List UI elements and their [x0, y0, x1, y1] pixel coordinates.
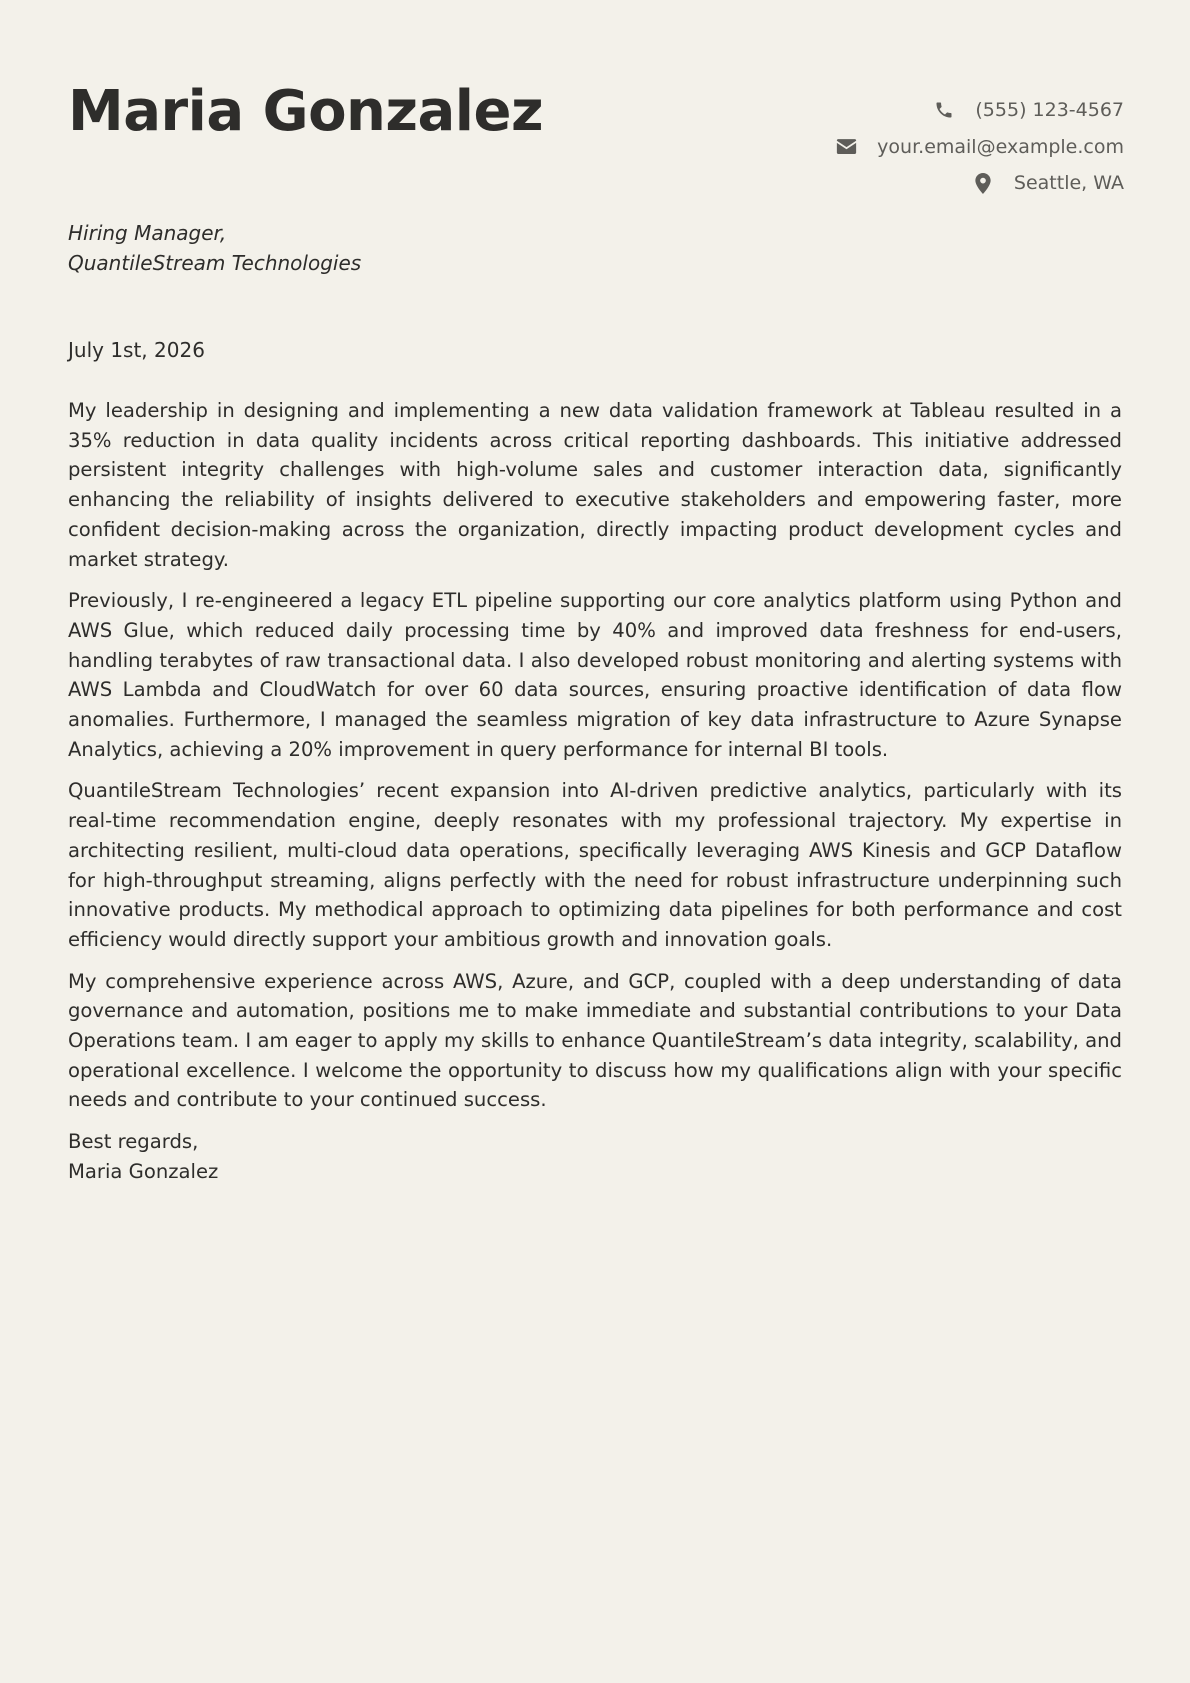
phone-icon [933, 99, 955, 121]
letter-header [68, 0, 1124, 210]
phone-text: (555) 123-4567 [975, 99, 1124, 122]
location-text: Seattle, WA [1013, 172, 1124, 195]
letter-body [68, 396, 1122, 1187]
email-text: your.email@example.com [877, 135, 1124, 158]
applicant-name: Maria Gonzalez [68, 79, 544, 144]
contact-email [835, 129, 1124, 166]
letter-date: July 1st, 2026 [68, 338, 205, 362]
map-pin-icon [972, 172, 994, 194]
recipient-company: QuantileStream Technologies [68, 251, 362, 275]
body-paragraph: My leadership in designing and implementing a new data validation framework at Tableau resulted in a 35% reduction in data quality incidents across critical reporting dashboards. This initiative addressed persistent integrity challenges with high-volume sales and customer interaction data, significantly enhancing the reliability of insights delivered to executive stakeholders and empowering faster, more confident decision-making across the organization, directly impacting product development cycles and market strategy. [68, 399, 1122, 571]
cover-letter-page [68, 0, 1124, 1183]
contact-info [835, 92, 1124, 202]
body-paragraph: QuantileStream Technologies’ recent expansion into AI-driven predictive analytics, particularly with its real-time recommendation engine, deeply resonates with my professional trajectory. My expertise in architecting resilient, multi-cloud data operations, specifically leveraging AWS Kinesis and GCP Dataflow for high-throughput streaming, aligns perfectly with the need for robust infrastructure underpinning such innovative products. My methodical approach to optimizing data pipelines for both performance and cost efficiency would directly support your ambitious growth and innovation goals. [68, 779, 1122, 951]
body-paragraph: My comprehensive experience across AWS, Azure, and GCP, coupled with a deep understanding of data governance and automation, positions me to make immediate and substantial contributions to your Data Operations team. I am eager to apply my skills to enhance QuantileStream’s data integrity, scalability, and operational excellence. I welcome the opportunity to discuss how my qualifications align with your specific needs and contribute to your continued success. [68, 969, 1122, 1112]
recipient-title: Hiring Manager, [68, 221, 227, 245]
recipient-block [68, 218, 361, 278]
envelope-icon [835, 136, 857, 158]
closing-salutation: Best regards, [68, 1130, 199, 1154]
body-paragraph: Previously, I re-engineered a legacy ETL pipeline supporting our core analytics platform using Python and AWS Glue, which reduced daily processing time by 40% and improved data freshness for end-users, handling terabytes of raw transactional data. I also developed robust monitoring and alerting systems with AWS Lambda and CloudWatch for over 60 data sources, ensuring proactive identification of data flow anomalies. Furthermore, I managed the seamless migration of key data infrastructure to Azure Synapse Analytics, achieving a 20% improvement in query performance for internal BI tools. [68, 589, 1122, 761]
closing-signature: Maria Gonzalez [68, 1159, 219, 1183]
letter-closing [68, 1127, 1122, 1186]
contact-phone [835, 92, 1124, 129]
contact-location [835, 165, 1124, 202]
